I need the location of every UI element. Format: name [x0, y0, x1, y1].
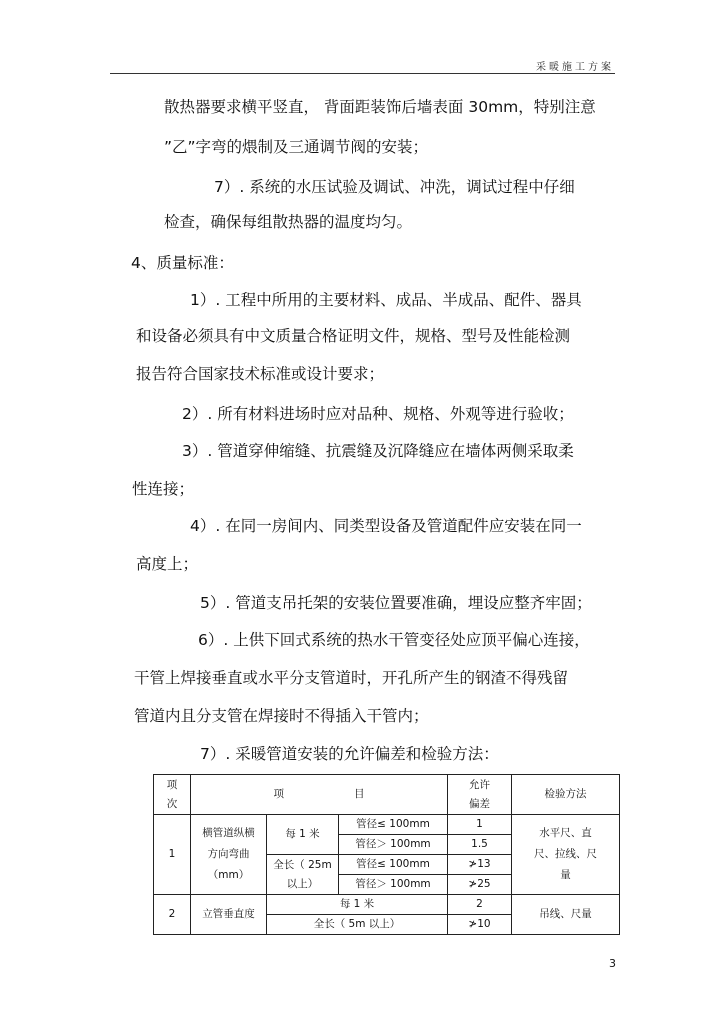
sub-item-cell: 每 1 米: [267, 895, 448, 915]
tolerance-value: 1.5: [448, 835, 512, 855]
paragraph-line: 和设备必须具有中文质量合格证明文件，规格、型号及性能检测: [136, 327, 571, 345]
paragraph-line: 1）. 工程中所用的主要材料、成品、半成品、配件、器具: [190, 291, 582, 309]
tolerance-value: ≯13: [448, 855, 512, 875]
paragraph-line: 3）. 管道穿伸缩缝、抗震缝及沉降缝应在墙体两侧采取柔: [182, 442, 574, 460]
paragraph-line: 管道内且分支管在焊接时不得插入干管内；: [134, 707, 429, 725]
table-header-row: [154, 775, 620, 815]
tolerance-value: 2: [448, 895, 512, 915]
page-number: 3: [609, 957, 616, 970]
paragraph-line: 高度上；: [136, 555, 199, 573]
item-cell: 横管道纵横 方向弯曲 （mm）: [191, 815, 267, 895]
tolerance-table: [153, 774, 620, 935]
table-row: [154, 895, 620, 915]
paragraph-line: 5）. 管道支吊托架的安装位置要准确，埋设应整齐牢固；: [200, 594, 592, 612]
header-cell-method: 检验方法: [512, 775, 620, 815]
method-cell: 水平尺、直 尺、拉线、尺 量: [512, 815, 620, 895]
page-header-title: 采暖施工方案: [536, 62, 614, 73]
paragraph-line: 报告符合国家技术标准或设计要求；: [136, 365, 385, 383]
paragraph-line: 性连接；: [132, 480, 195, 498]
section-heading: 4、质量标准：: [131, 254, 234, 272]
item-cell: 立管垂直度: [191, 895, 267, 935]
row-number: 2: [154, 895, 191, 935]
paragraph-line: 7）. 采暖管道安装的允许偏差和检验方法：: [200, 745, 499, 763]
paragraph-line: 干管上焊接垂直或水平分支管道时，开孔所产生的钢渣不得残留: [134, 669, 569, 687]
sub-item-cell: 每 1 米: [267, 815, 339, 855]
sub-item-cell: 全长（ 5m 以上）: [267, 915, 448, 935]
paragraph-line: 2）. 所有材料进场时应对品种、规格、外观等进行验收；: [182, 405, 574, 423]
paragraph-line: 7）. 系统的水压试验及调试、冲洗，调试过程中仔细: [214, 178, 575, 196]
condition-cell: 管径≤ 100mm: [339, 855, 448, 875]
paragraph-line: 散热器要求横平竖直， 背面距装饰后墙表面 30mm，特别注意: [164, 98, 596, 116]
paragraph-line: 检查，确保每组散热器的温度均匀。: [164, 213, 413, 231]
header-cell-item: 项 目: [191, 775, 448, 815]
paragraph-line: 4）. 在同一房间内、同类型设备及管道配件应安装在同一: [190, 517, 582, 535]
paragraph-line: 6）. 上供下回式系统的热水干管变径处应顶平偏心连接，: [198, 631, 590, 649]
tolerance-value: ≯10: [448, 915, 512, 935]
condition-cell: 管径≤ 100mm: [339, 815, 448, 835]
header-divider: [110, 73, 615, 74]
header-cell-tolerance: 允许 偏差: [448, 775, 512, 815]
condition-cell: 管径＞ 100mm: [339, 835, 448, 855]
tolerance-value: 1: [448, 815, 512, 835]
condition-cell: 管径＞ 100mm: [339, 875, 448, 895]
tolerance-value: ≯25: [448, 875, 512, 895]
table-row: [154, 815, 620, 835]
row-number: 1: [154, 815, 191, 895]
method-cell: 吊线、尺量: [512, 895, 620, 935]
paragraph-line: ”乙”字弯的煨制及三通调节阀的安装；: [164, 138, 429, 156]
header-cell-no: 项 次: [154, 775, 191, 815]
sub-item-cell: 全长（ 25m 以上）: [267, 855, 339, 895]
